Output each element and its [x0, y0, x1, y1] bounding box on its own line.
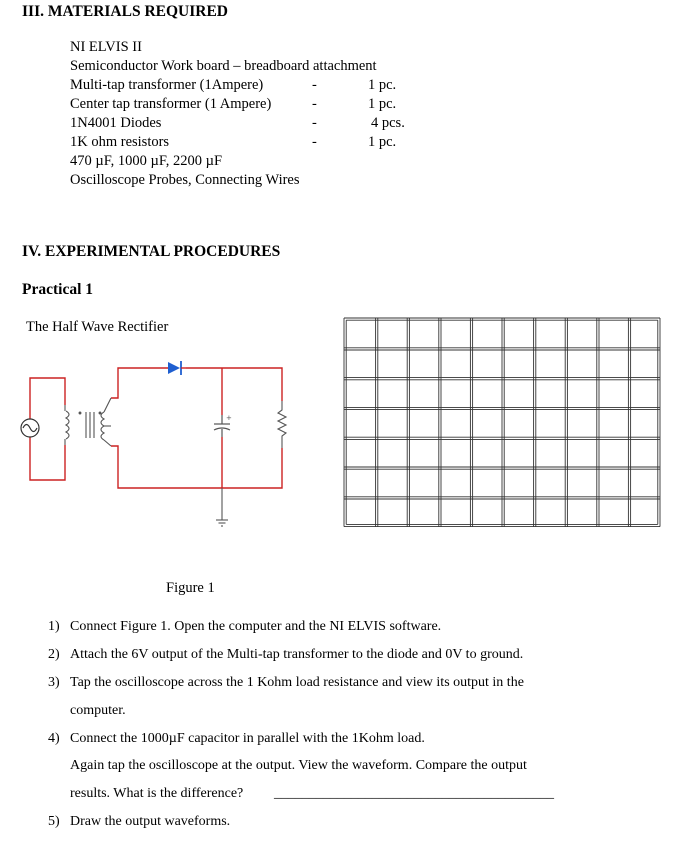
step-text: Again tap the oscilloscope at the output. View the waveform. Compare the output	[70, 758, 527, 773]
step-text: Attach the 6V output of the Multi-tap transformer to the diode and 0V to ground.	[70, 647, 524, 662]
diode-icon	[168, 361, 186, 375]
material-qty: 1 pc.	[368, 96, 397, 112]
step-text: results. What is the difference?	[70, 786, 244, 801]
material-dash: -	[312, 134, 317, 150]
practical-heading: Practical 1	[22, 281, 94, 298]
step-number: 5)	[48, 814, 60, 829]
material-item: 1K ohm resistors	[70, 134, 170, 150]
step-number: 4)	[48, 731, 60, 746]
step-text: computer.	[70, 703, 126, 718]
material-item: Oscilloscope Probes, Connecting Wires	[70, 172, 300, 188]
figure-caption: Figure 1	[166, 580, 215, 596]
ac-source-icon	[21, 419, 39, 437]
material-qty: 1 pc.	[368, 134, 397, 150]
svg-text:+: +	[226, 414, 232, 422]
material-qty: 4 pcs.	[371, 115, 405, 131]
material-item: Multi-tap transformer (1Ampere)	[70, 77, 264, 93]
material-item: 470 µF, 1000 µF, 2200 µF	[70, 153, 223, 169]
answer-blank[interactable]: ________________________________________	[274, 786, 554, 801]
oscilloscope-grid	[343, 317, 663, 527]
step-number: 3)	[48, 675, 60, 690]
step-text: Connect Figure 1. Open the computer and the NI ELVIS software.	[70, 619, 442, 634]
material-qty: 1 pc.	[368, 77, 397, 93]
transformer-icon	[65, 398, 111, 446]
circuit-wires	[30, 368, 282, 488]
material-item: 1N4001 Diodes	[70, 115, 162, 131]
step-text: Draw the output waveforms.	[70, 814, 231, 829]
ground-icon	[216, 488, 228, 526]
resistor-icon	[278, 401, 286, 448]
step-number: 1)	[48, 619, 60, 634]
material-item: Semiconductor Work board – breadboard attachment	[70, 58, 377, 74]
material-dash: -	[312, 115, 317, 131]
material-item: Center tap transformer (1 Ampere)	[70, 96, 272, 112]
section-3-title: III. MATERIALS REQUIRED	[22, 3, 228, 20]
circuit-title: The Half Wave Rectifier	[26, 319, 169, 335]
step-text: Tap the oscilloscope across the 1 Kohm load resistance and view its output in the	[70, 675, 524, 690]
material-dash: -	[312, 96, 317, 112]
material-item: NI ELVIS II	[70, 39, 142, 55]
step-text: Connect the 1000µF capacitor in parallel with the 1Kohm load.	[70, 731, 425, 746]
section-4-title: IV. EXPERIMENTAL PROCEDURES	[22, 243, 281, 260]
step-number: 2)	[48, 647, 60, 662]
material-dash: -	[312, 77, 317, 93]
capacitor-icon	[214, 414, 232, 437]
